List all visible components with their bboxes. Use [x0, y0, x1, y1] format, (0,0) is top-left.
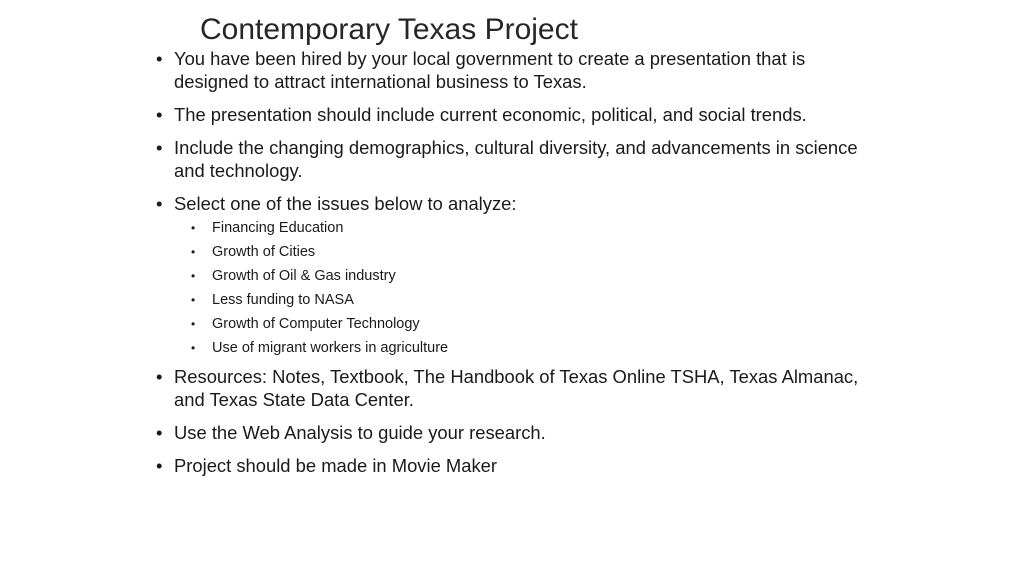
- sub-bullet-item: [174, 339, 874, 357]
- bullet-icon: •: [156, 193, 163, 214]
- bullet-text: Project should be made in Movie Maker: [174, 455, 498, 476]
- bullet-text: The presentation should include current economic, political, and social trends.: [174, 104, 807, 125]
- sub-bullet-icon: •: [191, 293, 196, 307]
- sub-bullet-text: Growth of Computer Technology: [212, 316, 420, 332]
- sub-bullet-item: [174, 219, 874, 237]
- sub-bullet-item: [174, 243, 874, 261]
- sub-bullet-icon: •: [191, 221, 196, 235]
- bullet-icon: •: [156, 366, 163, 387]
- bullet-text: You have been hired by your local government to create a presentation that is designed to attract international business to Texas.: [174, 48, 806, 92]
- sub-bullet-item: [174, 315, 874, 333]
- bullet-icon: •: [156, 48, 163, 69]
- sub-bullet-icon: •: [191, 245, 196, 259]
- sub-bullet-text: Growth of Oil & Gas industry: [212, 268, 396, 284]
- bullet-item: [154, 365, 874, 411]
- bullet-item: [154, 192, 874, 357]
- bullet-icon: •: [156, 455, 163, 476]
- bullet-text: Resources: Notes, Textbook, The Handbook of Texas Online TSHA, Texas Almanac, and Texas State Data Center.: [174, 366, 859, 410]
- slide-body: [154, 47, 874, 487]
- bullet-text: Include the changing demographics, cultural diversity, and advancements in science and technology.: [174, 137, 858, 181]
- bullet-text: Use the Web Analysis to guide your research.: [174, 422, 546, 443]
- bullet-icon: •: [156, 422, 163, 443]
- sub-bullet-text: Financing Education: [212, 220, 344, 236]
- bullet-item: [154, 454, 874, 477]
- bullet-item: [154, 103, 874, 126]
- sub-bullet-text: Use of migrant workers in agriculture: [212, 340, 449, 356]
- bullet-item: [154, 421, 874, 444]
- sub-bullet-list: [174, 219, 874, 357]
- sub-bullet-icon: •: [191, 317, 196, 331]
- bullet-list: [154, 47, 874, 477]
- sub-bullet-text: Growth of Cities: [212, 244, 316, 260]
- sub-bullet-item: [174, 267, 874, 285]
- bullet-icon: •: [156, 137, 163, 158]
- sub-bullet-icon: •: [191, 269, 196, 283]
- sub-bullet-icon: •: [191, 341, 196, 355]
- slide-title: Contemporary Texas Project: [200, 13, 578, 46]
- bullet-text: Select one of the issues below to analyze:: [174, 193, 517, 214]
- sub-bullet-text: Less funding to NASA: [212, 292, 354, 308]
- bullet-item: [154, 47, 874, 93]
- bullet-item: [154, 136, 874, 182]
- bullet-icon: •: [156, 104, 163, 125]
- sub-bullet-item: [174, 291, 874, 309]
